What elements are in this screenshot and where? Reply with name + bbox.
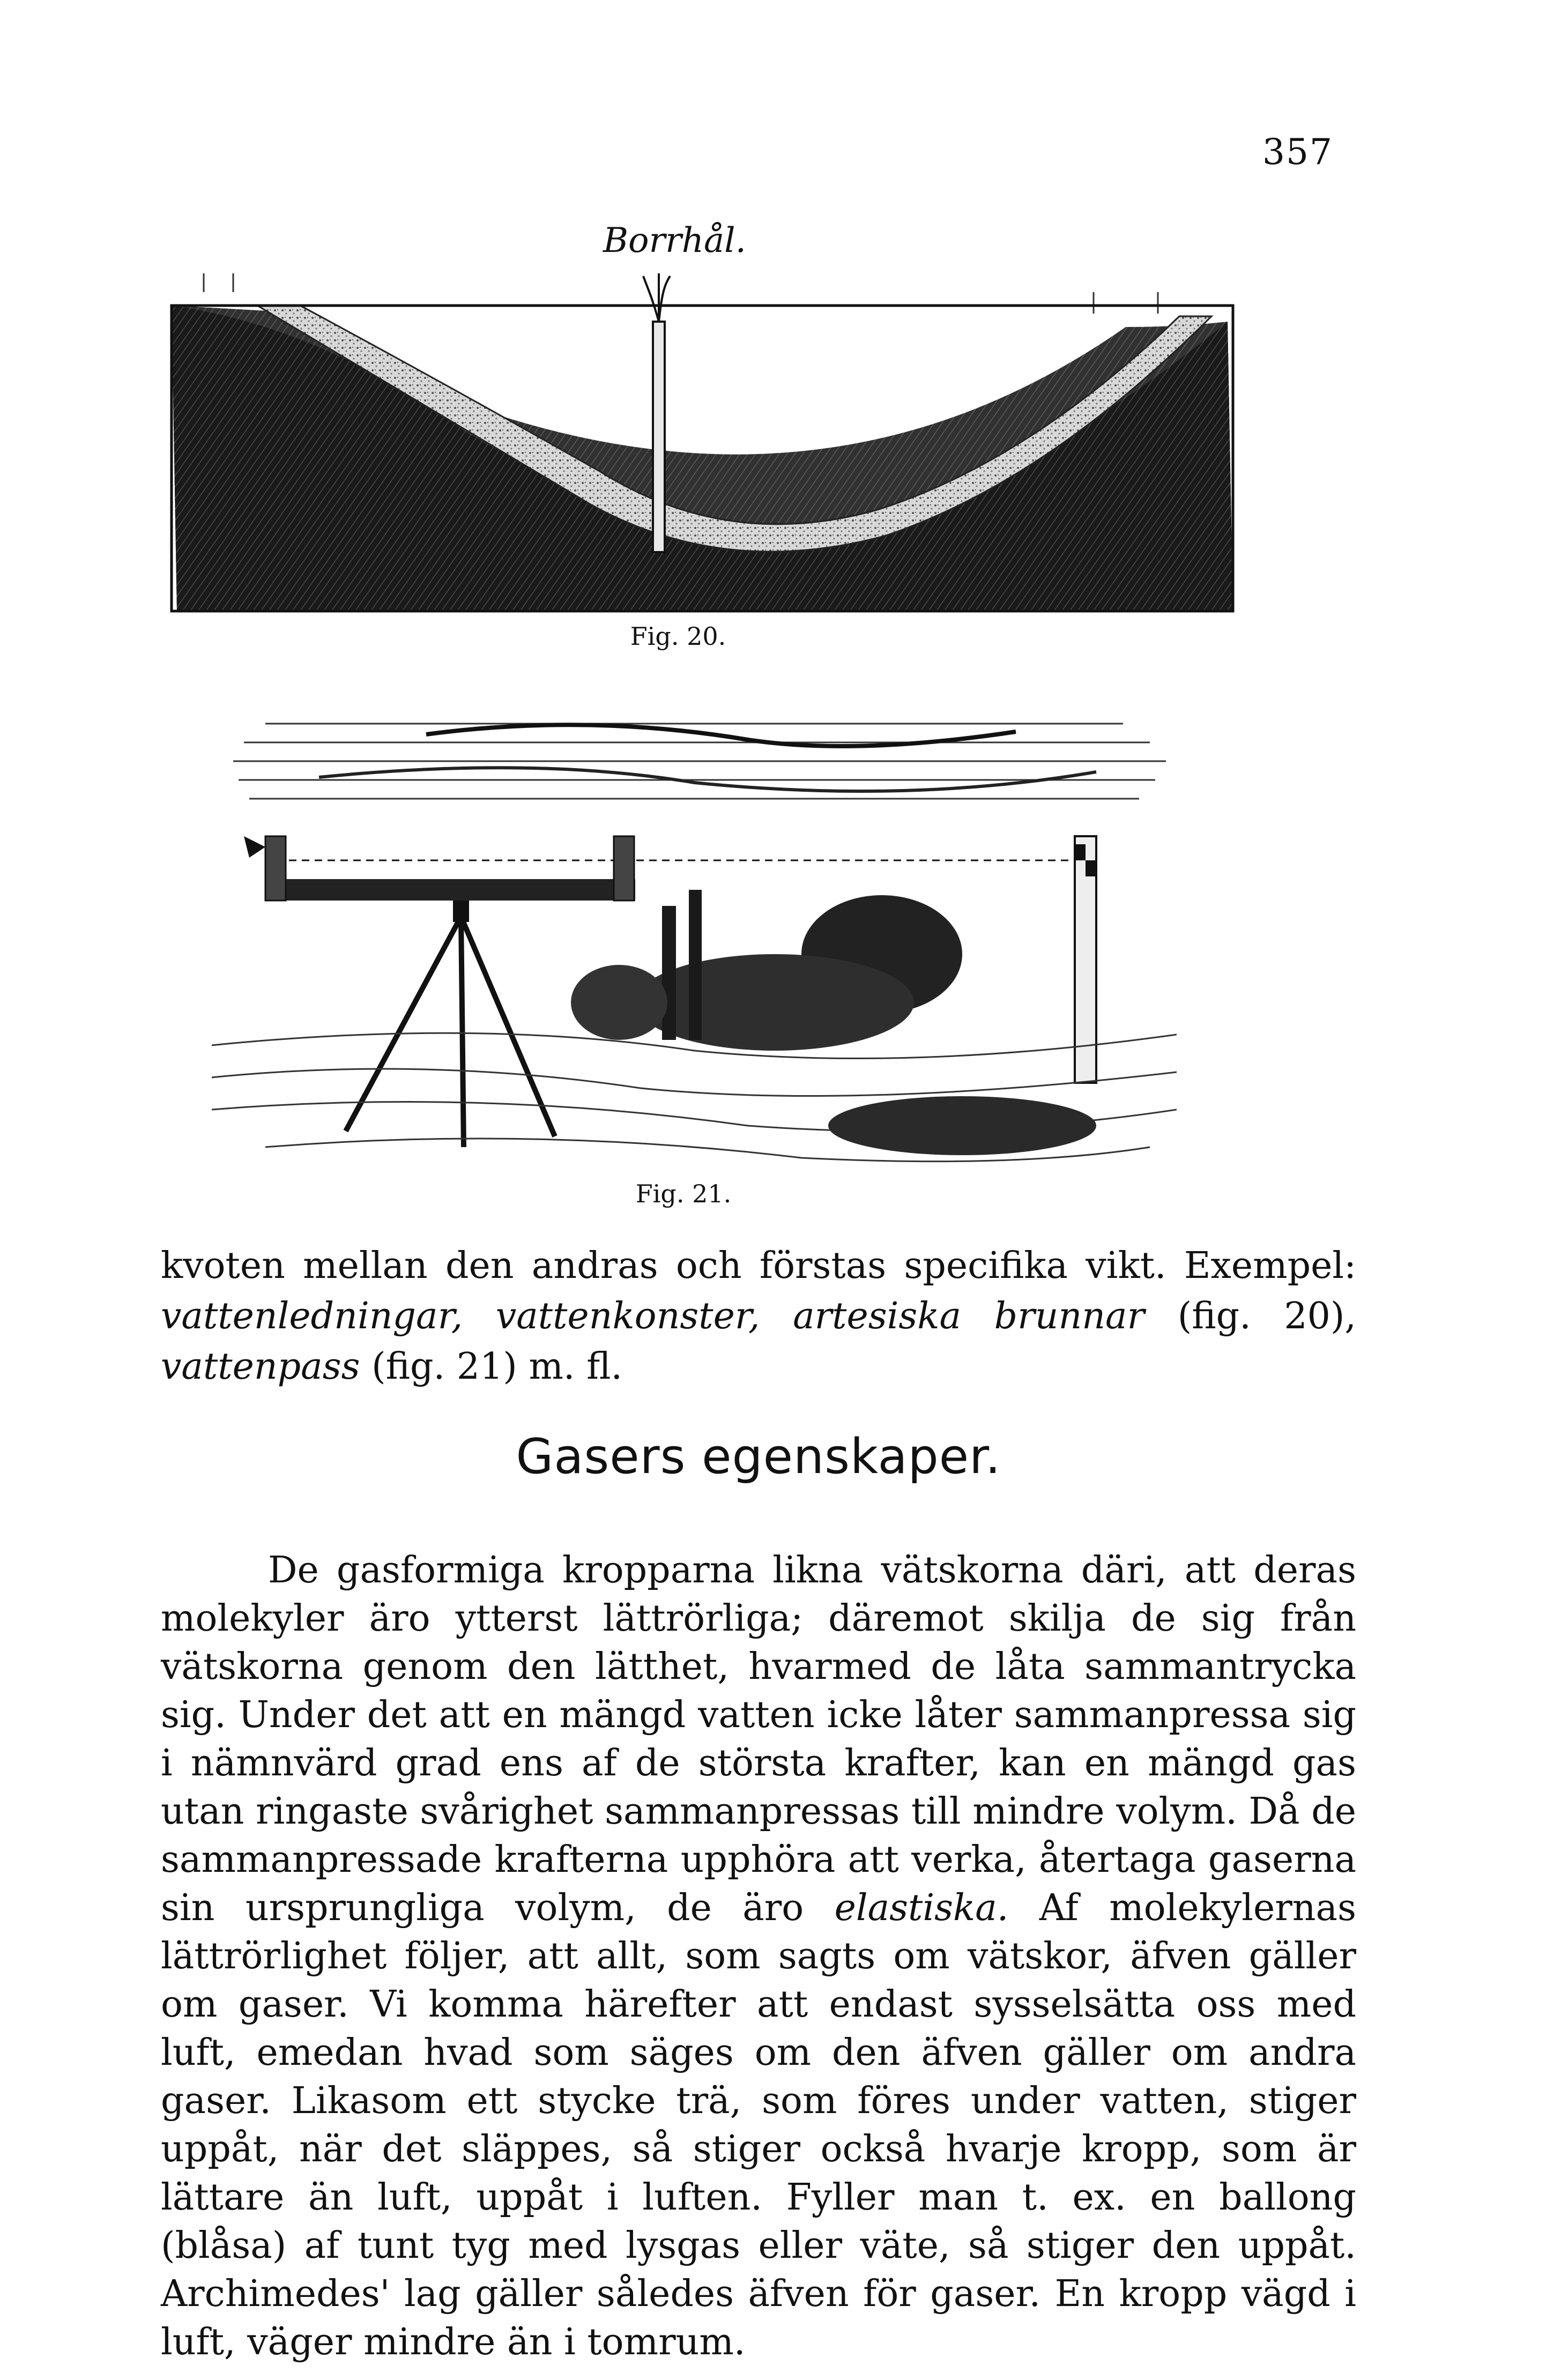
figure-21-caption: Fig. 21. [635, 1179, 732, 1208]
intro-paragraph: kvoten mellan den andras och förstas specifika vikt. Exempel: vattenledningar, vattenkonster, artesiska brunnar (fig. 20), vattenpass (fig. 21) m. fl. [161, 1245, 1356, 1388]
body-paragraph: De gasformiga kropparna likna vätskorna däri, att deras molekyler äro ytterst lättrörliga; däremot skilja de sig från vätskorna genom den lätthet, hvarmed de låta sammantrycka sig. Under det att en mängd vatten icke låter sammanpressa sig i nämnvärd grad ens af de största krafter, kan en mängd gas utan ringaste svårighet sammanpressas till mindre volym. Då de sammanpressade krafterna upphöra att verka, återtaga gaserna sin ursprungliga volym, de äro elastiska. Af molekylernas lättrörlighet följer, att allt, som sagts om vätskor, äfven gäller om gaser. Vi komma härefter att endast sysselsätta oss med luft, emedan hvad som säges om den äfven gäller om andra gaser. Likasom ett stycke trä, som föres under vatten, stiger uppåt, när det släppes, så stiger också hvarje kropp, som är lättare än luft, uppåt i luften. Fyller man t. ex. en ballong (blåsa) af tunt tyg med lysgas eller väte, så stiger den uppåt. Archimedes' lag gäller således äfven för gaser. En kropp vägd i luft, väger mindre än i tomrum. [161, 1549, 1356, 2363]
figure-20-caption: Fig. 20. [630, 622, 726, 651]
figure-20-artesian-well [161, 204, 1249, 633]
figure-21-water-level [212, 702, 1177, 1179]
page-number: 357 [1262, 131, 1333, 173]
section-heading: Gasers egenskaper. [516, 1429, 1001, 1485]
figure-20-annotation: Borrhål. [603, 221, 746, 261]
